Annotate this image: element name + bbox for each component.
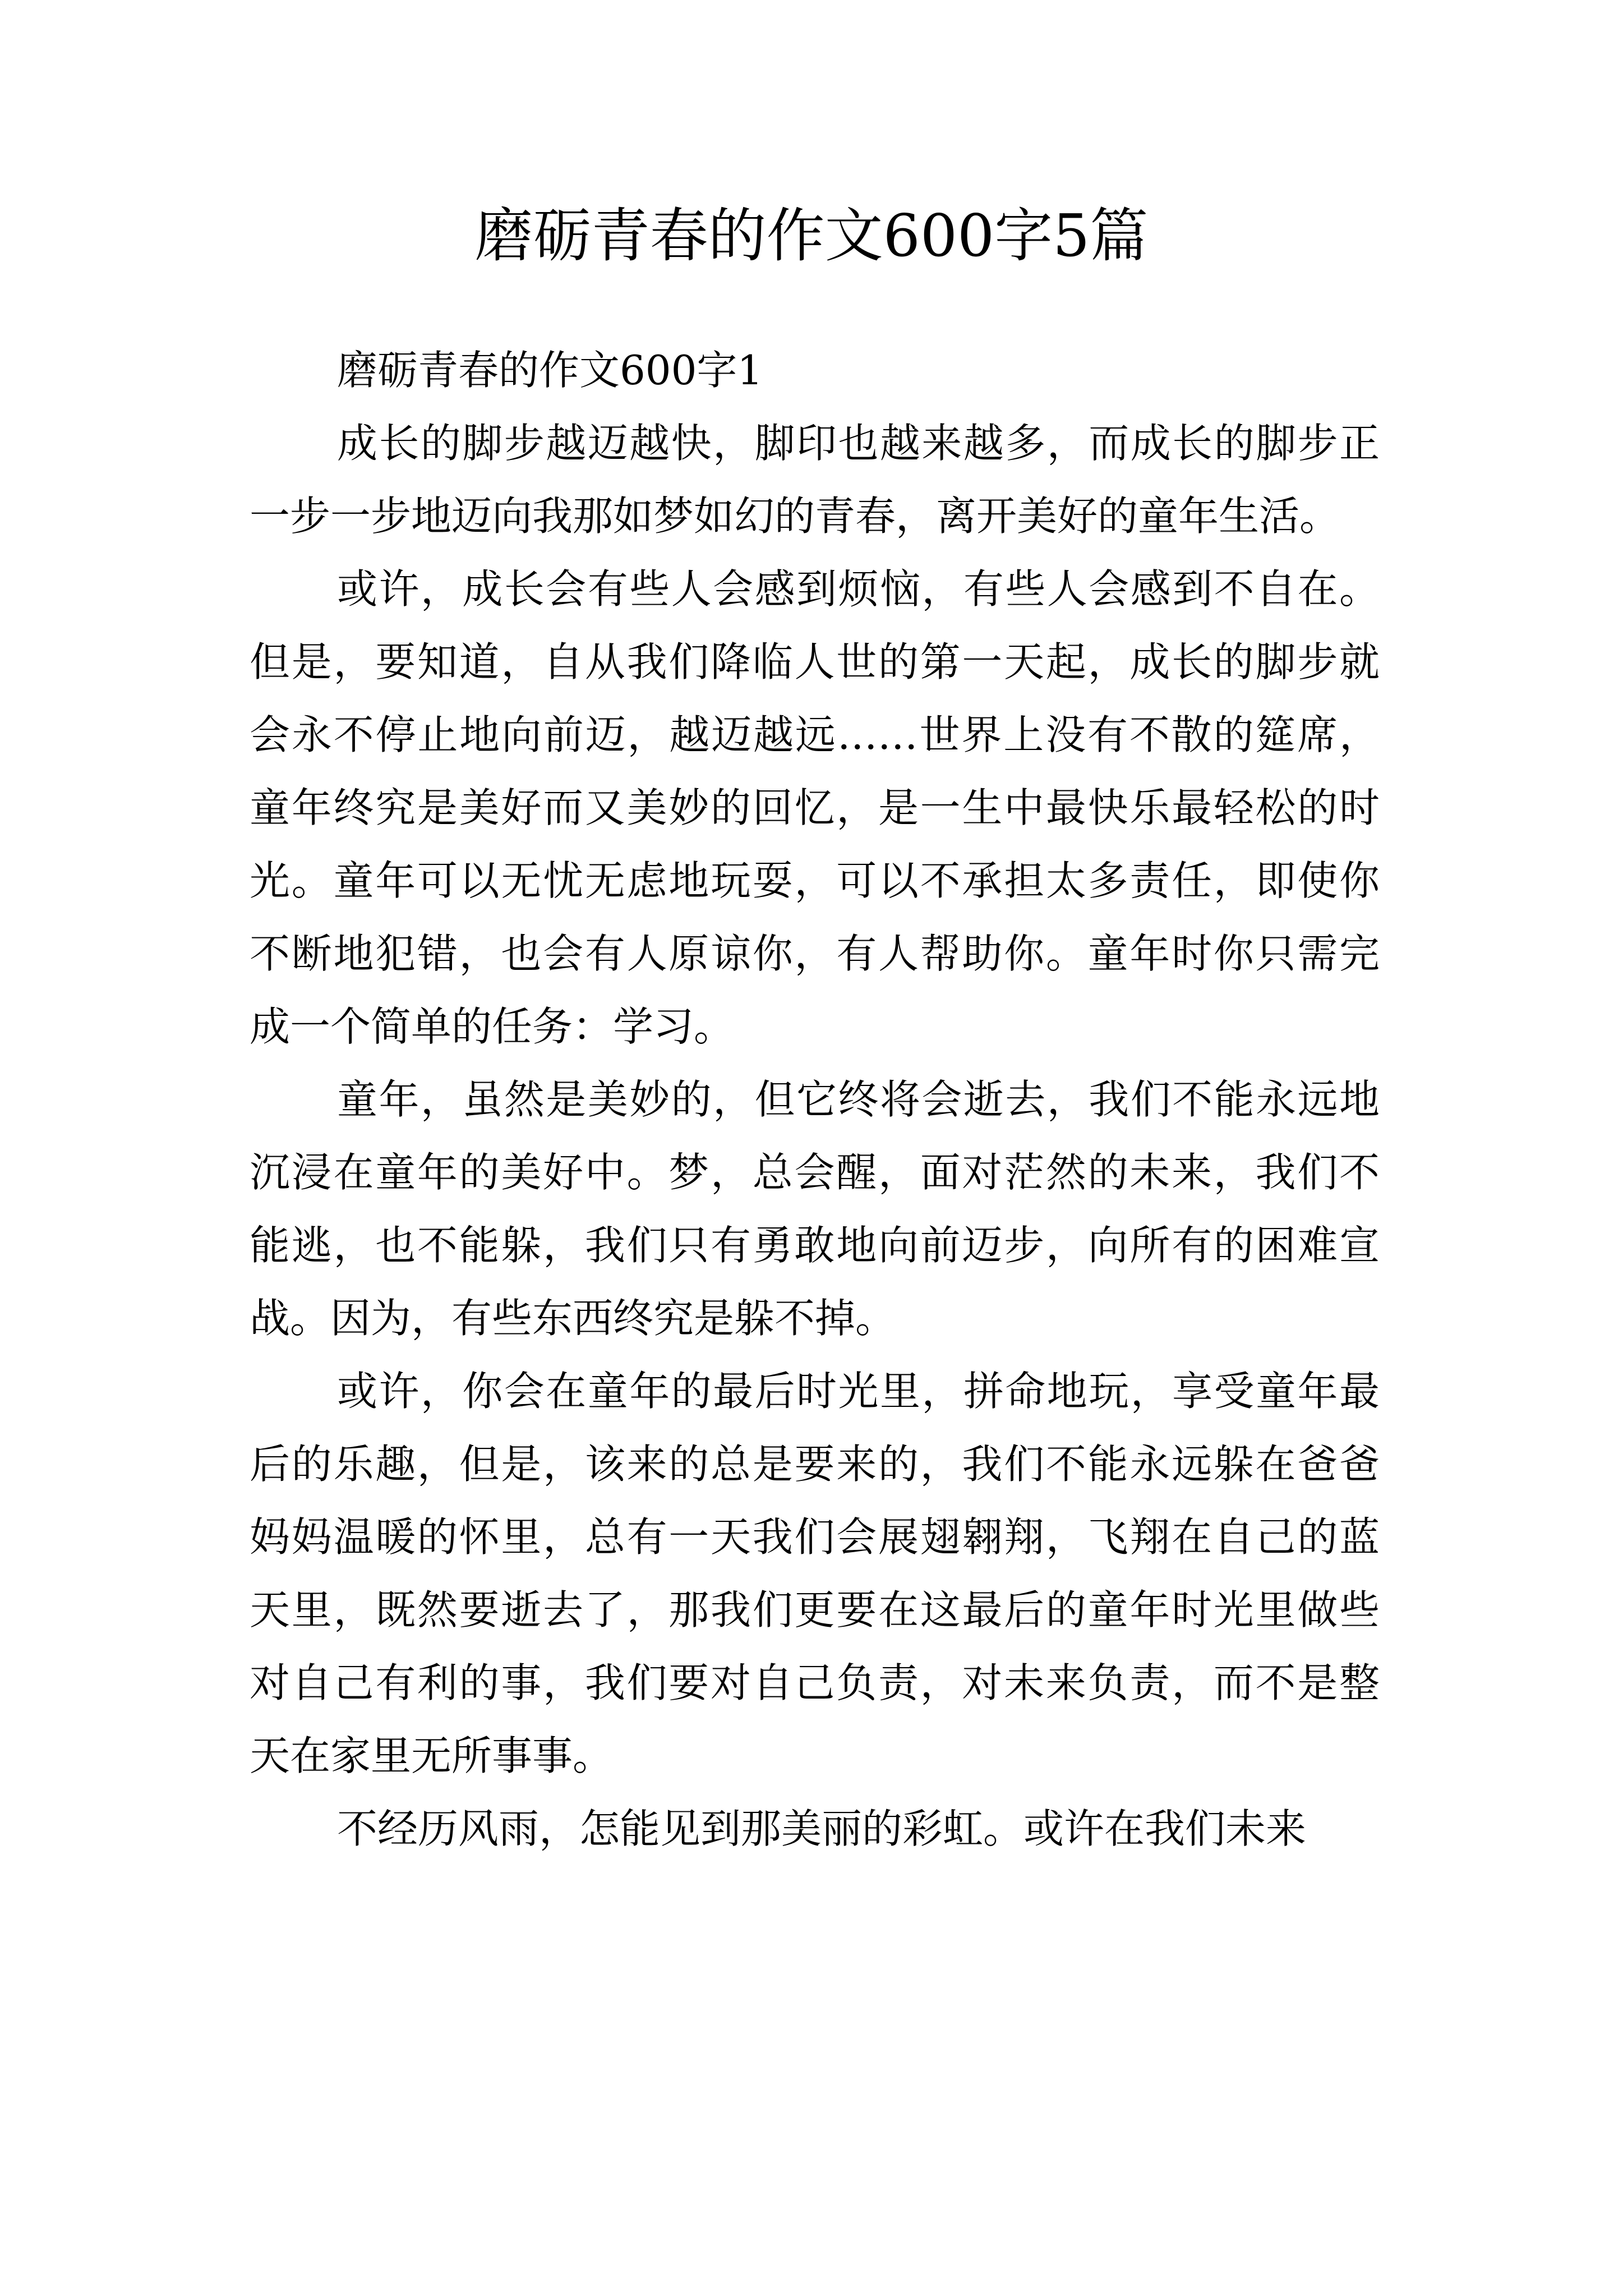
paragraph-3: 童年，虽然是美妙的，但它终将会逝去，我们不能永远地沉浸在童年的美好中。梦，总会醒，面对茫然的未来，我们不能逃，也不能躲，我们只有勇敢地向前迈步，向所有的困难宣战。因为，有些东西终究是躲不掉。	[250, 1076, 1380, 1342]
document-title: 磨砺青春的作文600字5篇	[474, 201, 1149, 270]
document-body	[250, 334, 1380, 1865]
paragraph-5: 不经历风雨，怎能见到那美丽的彩虹。或许在我们未来	[337, 1805, 1307, 1852]
paragraph-1: 成长的脚步越迈越快，脚印也越来越多，而成长的脚步正一步一步地迈向我那如梦如幻的青春，离开美好的童年生活。	[250, 420, 1380, 540]
paragraph-2: 或许，成长会有些人会感到烦恼，有些人会感到不自在。但是，要知道，自从我们降临人世的第一天起，成长的脚步就会永不停止地向前迈，越迈越远……世界上没有不散的筵席，童年终究是美好而又美妙的回忆，是一生中最快乐最轻松的时光。童年可以无忧无虑地玩耍，可以不承担太多责任，即使你不断地犯错，也会有人原谅你，有人帮助你。童年时你只需完成一个简单的任务：学习。	[250, 565, 1380, 1050]
paragraph-4: 或许，你会在童年的最后时光里，拼命地玩，享受童年最后的乐趣，但是，该来的总是要来的，我们不能永远躲在爸爸妈妈温暖的怀里，总有一天我们会展翅翱翔，飞翔在自己的蓝天里，既然要逝去了，那我们更要在这最后的童年时光里做些对自己有利的事，我们要对自己负责，对未来负责，而不是整天在家里无所事事。	[250, 1368, 1380, 1779]
essay-subtitle: 磨砺青春的作文600字1	[337, 347, 763, 394]
